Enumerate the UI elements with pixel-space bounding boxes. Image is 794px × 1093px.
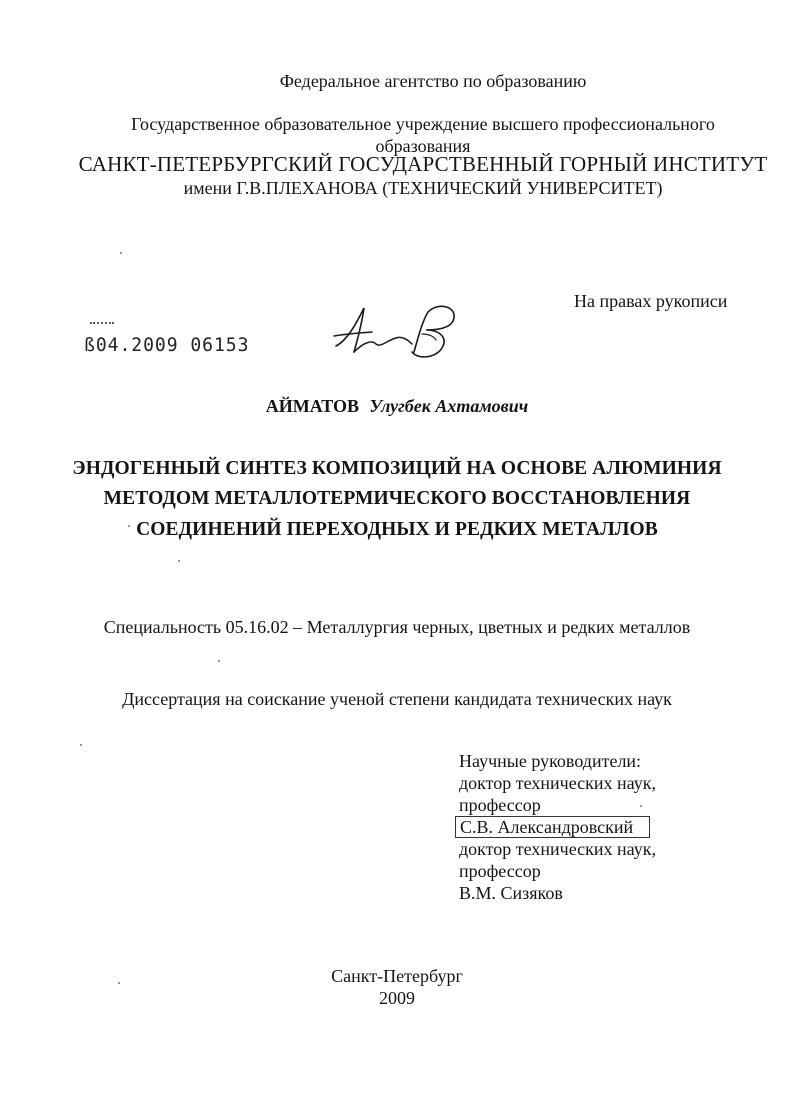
registration-marks	[90, 322, 114, 328]
scan-speck	[218, 660, 220, 662]
dissertation-title-line: МЕТОДОМ МЕТАЛЛОТЕРМИЧЕСКОГО ВОССТАНОВЛЕНИЯ	[103, 488, 691, 509]
scan-speck	[640, 805, 642, 807]
advisors-block	[459, 750, 656, 904]
scan-speck	[120, 252, 122, 254]
scan-speck	[178, 560, 180, 562]
agency-name: Федеральное агентство по образованию	[279, 71, 587, 91]
advisors-heading: Научные руководители:	[459, 751, 642, 771]
advisor-name: С.В. Александровский	[455, 816, 650, 838]
rights-notice: На правах рукописи	[574, 291, 728, 311]
advisor-title: профессор	[459, 795, 541, 815]
city: Санкт-Петербург	[331, 966, 463, 986]
advisor-name: В.М. Сизяков	[459, 883, 563, 903]
registration-number: ß04.2009 06153	[84, 334, 250, 356]
institution-type-line: Государственное образовательное учреждение высшего профессионального	[131, 114, 715, 134]
author-surname: АЙМАТОВ	[265, 396, 359, 416]
degree-statement: Диссертация на соискание ученой степени кандидата технических наук	[122, 689, 672, 709]
advisor-degree: доктор технических наук,	[459, 773, 656, 793]
scan-speck	[118, 982, 120, 984]
advisor-title: профессор	[459, 861, 541, 881]
dissertation-title-line: СОЕДИНЕНИЙ ПЕРЕХОДНЫХ И РЕДКИХ МЕТАЛЛОВ	[136, 519, 658, 540]
advisor-degree: доктор технических наук,	[459, 839, 656, 859]
institution-name: САНКТ-ПЕТЕРБУРГСКИЙ ГОСУДАРСТВЕННЫЙ ГОРНЫЙ ИНСТИТУТ	[78, 152, 768, 176]
scan-speck	[80, 744, 82, 746]
institution-type-line-2: образования	[375, 136, 471, 156]
institution-name-2: имени Г.В.ПЛЕХАНОВА (ТЕХНИЧЕСКИЙ УНИВЕРСИТЕТ)	[183, 178, 663, 198]
author-line	[0, 395, 794, 417]
scan-speck	[128, 525, 130, 527]
specialty: Специальность 05.16.02 – Металлургия черных, цветных и редких металлов	[103, 617, 691, 637]
signature-icon	[328, 300, 463, 362]
dissertation-title-line: ЭНДОГЕННЫЙ СИНТЕЗ КОМПОЗИЦИЙ НА ОСНОВЕ АЛЮМИНИЯ	[72, 458, 722, 479]
author-given-names: Улугбек Ахтамович	[369, 396, 529, 416]
year: 2009	[379, 988, 415, 1008]
